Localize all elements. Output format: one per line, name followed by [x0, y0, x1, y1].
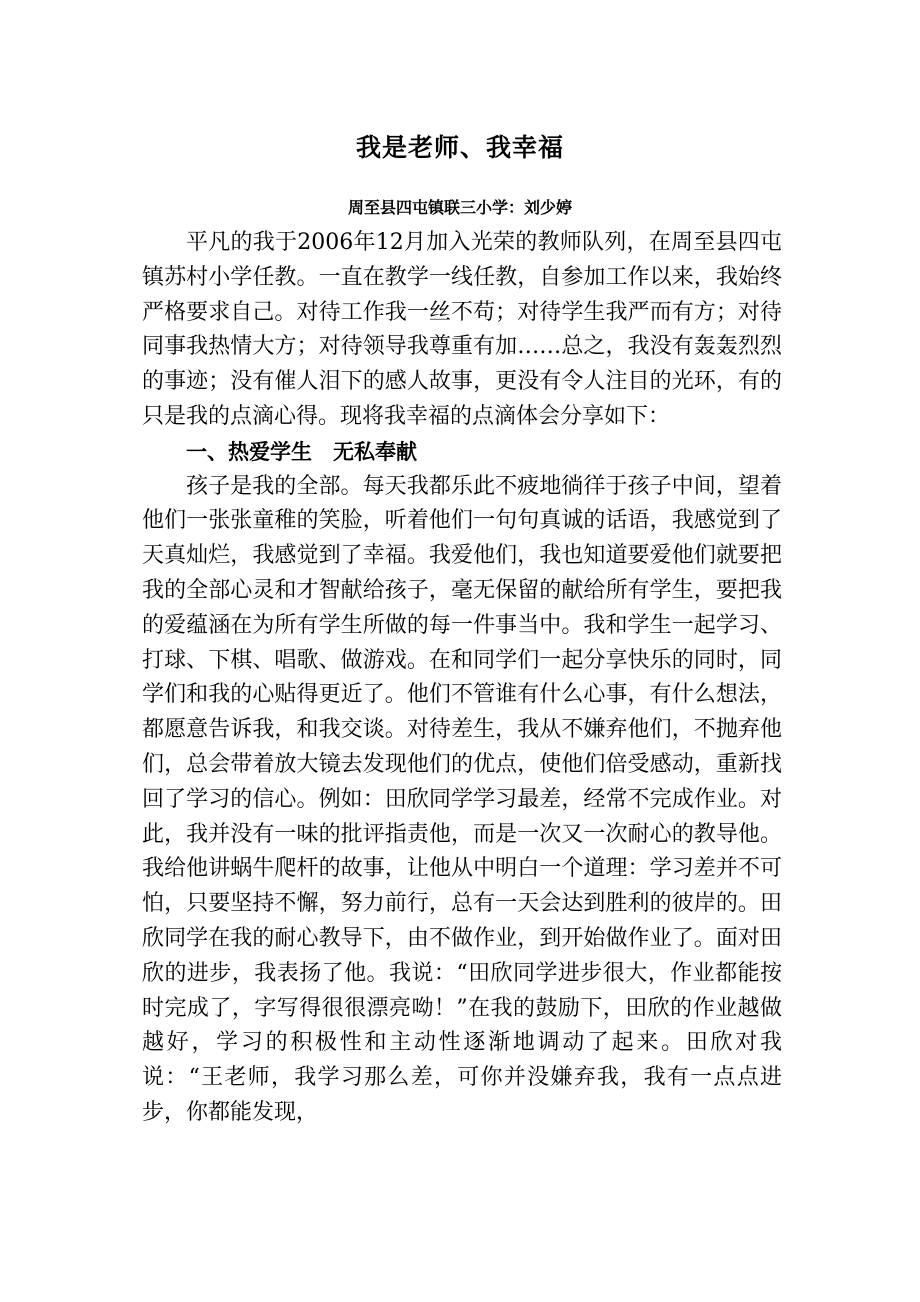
paragraph-love-students: 孩子是我的全部。每天我都乐此不疲地徜徉于孩子中间，望着他们一张张童稚的笑脸，听着他们一句句真诚的话语，我感觉到了天真灿烂，我感觉到了幸福。我爱他们，我也知道要爱他们就要把我的全部心灵和才智献给孩子，毫无保留的献给所有学生，要把我的爱蕴涵在为所有学生所做的每一件事当中。我和学生一起学习、打球、下棋、唱歌、做游戏。在和同学们一起分享快乐的同时，同学们和我的心贴得更近了。他们不管谁有什么心事，有什么想法，都愿意告诉我，和我交谈。对待差生，我从不嫌弃他们，不抛弃他们，总会带着放大镜去发现他们的优点，使他们倍受感动，重新找回了学习的信心。例如：田欣同学学习最差，经常不完成作业。对此，我并没有一味的批评指责他，而是一次又一次耐心的教导他。我给他讲蜗牛爬杆的故事，让他从中明白一个道理：学习差并不可怕，只要坚持不懈，努力前行，总有一天会达到胜利的彼岸的。田欣同学在我的耐心教导下，由不做作业，到开始做作业了。面对田欣的进步，我表扬了他。我说：“田欣同学进步很大，作业都能按时完成了，字写得很很漂亮呦！”在我的鼓励下，田欣的作业越做越好，学习的积极性和主动性逐渐地调动了起来。田欣对我说：“王老师，我学习那么差，可你并没嫌弃我，我有一点点进步，你都能发现，: [142, 473, 782, 1125]
document-author: 周至县四屯镇联三小学：刘少婷: [347, 198, 572, 217]
paragraph-intro: 平凡的我于2006年12月加入光荣的教师队列，在周至县四屯镇苏村小学任教。一直在教学一线任教，自参加工作以来，我始终严格要求自己。对待工作我一丝不苟；对待学生我严而有方；对待同事我热情大方；对待领导我尊重有加……总之，我没有轰轰烈烈的事迹；没有催人泪下的感人故事，更没有令人注目的光环，有的只是我的点滴心得。现将我幸福的点滴体会分享如下：: [142, 230, 782, 429]
document-body: [142, 226, 782, 1131]
section-heading: 一、热爱学生 无私奉献: [186, 439, 417, 464]
document-title: 我是老师、我幸福: [355, 133, 564, 162]
